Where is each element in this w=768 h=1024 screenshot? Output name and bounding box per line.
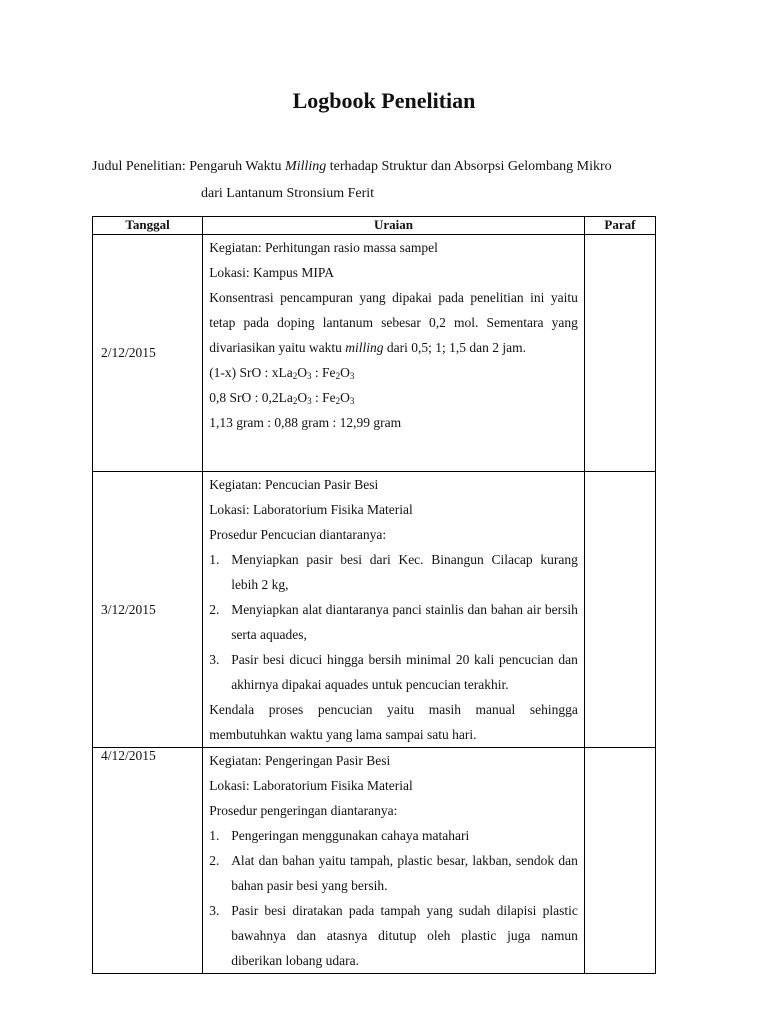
list-number: 2. xyxy=(209,853,220,868)
row-uraian xyxy=(203,472,585,748)
list-item xyxy=(209,597,578,647)
list-number: 2. xyxy=(209,602,220,617)
formula-part: O xyxy=(340,390,350,405)
kegiatan: Kegiatan: Pencucian Pasir Besi xyxy=(209,477,379,492)
formula-part: 0,8 SrO : 0,2La xyxy=(209,390,293,405)
lokasi: Lokasi: Laboratorium Fisika Material xyxy=(209,778,413,793)
formula-part: O xyxy=(297,365,308,380)
table-row xyxy=(93,472,656,748)
description xyxy=(209,285,578,360)
research-title-prefix: Pengaruh Waktu xyxy=(189,159,286,174)
kendala: Kendala proses pencucian yaitu masih manual sehingga membutuhkan waktu yang lama sampai satu hari. xyxy=(209,702,578,742)
header-uraian: Uraian xyxy=(203,217,585,235)
list-item xyxy=(209,898,578,973)
research-title xyxy=(92,153,677,207)
research-title-label: Judul Penelitian: xyxy=(92,159,186,174)
formula-sub: 2 xyxy=(335,371,341,381)
mass-ratio: 1,13 gram : 0,88 gram : 12,99 gram xyxy=(209,415,402,430)
date-text: 4/12/2015 xyxy=(101,748,156,763)
formula-sub: 2 xyxy=(292,396,298,406)
prosedur: Prosedur pengeringan diantaranya: xyxy=(209,803,398,818)
description-text-end: dari 0,5; 1; 1,5 dan 2 jam. xyxy=(383,340,527,355)
row-uraian xyxy=(203,235,585,472)
page-title: Logbook Penelitian xyxy=(292,88,476,113)
list-text: Pengeringan menggunakan cahaya matahari xyxy=(231,828,470,843)
row-date xyxy=(93,748,203,974)
table-row xyxy=(93,748,656,974)
list-item xyxy=(209,848,578,898)
list-text: Alat dan bahan yaitu tampah, plastic besar, lakban, sendok dan bahan pasir besi yang bersih. xyxy=(231,853,578,893)
list-text: Menyiapkan pasir besi dari Kec. Binangun Cilacap kurang lebih 2 kg, xyxy=(231,552,578,592)
formula-part: O xyxy=(340,365,350,380)
lokasi: Lokasi: Laboratorium Fisika Material xyxy=(209,502,413,517)
formula-part: : Fe xyxy=(311,365,336,380)
research-title-line1 xyxy=(92,153,677,180)
row-date xyxy=(93,472,203,748)
header-paraf: Paraf xyxy=(584,217,655,235)
formula-1 xyxy=(209,360,578,385)
row-date xyxy=(93,235,203,472)
prosedur: Prosedur Pencucian diantaranya: xyxy=(209,527,387,542)
table-header-row xyxy=(93,217,656,235)
list-number: 1. xyxy=(209,552,220,567)
kegiatan: Kegiatan: Perhitungan rasio massa sampel xyxy=(209,240,438,255)
formula-part: : Fe xyxy=(311,390,336,405)
list-text: Pasir besi dicuci hingga bersih minimal 20 kali pencucian dan akhirnya dipakai aquades untuk pencucian terakhir. xyxy=(231,652,578,692)
formula-part: O xyxy=(297,390,308,405)
formula-sub: 2 xyxy=(335,396,341,406)
row-paraf xyxy=(584,472,655,748)
description-text: Konsentrasi pencampuran yang dipakai pada penelitian ini yaitu tetap pada doping lantanum sebesar 0,2 mol. Sementara yang divariasikan yaitu waktu xyxy=(209,290,578,355)
formula-part: (1-x) SrO : xLa xyxy=(209,365,293,380)
list-text: Pasir besi diratakan pada tampah yang sudah dilapisi plastic bawahnya dan atasnya ditutup oleh plastic juga namun diberikan lobang udara. xyxy=(231,903,578,968)
formula-sub: 2 xyxy=(292,371,298,381)
formula-sub: 3 xyxy=(307,396,312,406)
lokasi: Lokasi: Kampus MIPA xyxy=(209,265,334,280)
list-text: Menyiapkan alat diantaranya panci stainlis dan bahan air bersih serta aquades, xyxy=(231,602,578,642)
research-title-line2: dari Lantanum Stronsium Ferit xyxy=(201,186,375,201)
research-title-suffix: terhadap Struktur dan Absorpsi Gelombang Mikro xyxy=(326,159,612,174)
description-italic: milling xyxy=(345,340,384,355)
date-text: 3/12/2015 xyxy=(101,601,156,617)
row-paraf xyxy=(584,235,655,472)
header-tanggal: Tanggal xyxy=(93,217,203,235)
list-number: 3. xyxy=(209,903,220,918)
formula-sub: 3 xyxy=(307,371,312,381)
row-paraf xyxy=(584,748,655,974)
list-number: 3. xyxy=(209,652,220,667)
logbook-table xyxy=(92,216,656,974)
research-title-italic: Milling xyxy=(285,159,327,174)
kegiatan: Kegiatan: Pengeringan Pasir Besi xyxy=(209,753,391,768)
table-row xyxy=(93,235,656,472)
list-item xyxy=(209,547,578,597)
formula-sub: 3 xyxy=(349,396,355,406)
list-number: 1. xyxy=(209,828,220,843)
date-text: 2/12/2015 xyxy=(101,345,156,360)
list-item xyxy=(209,823,578,848)
list-item xyxy=(209,647,578,697)
row-uraian xyxy=(203,748,585,974)
formula-sub: 3 xyxy=(349,371,355,381)
formula-2 xyxy=(209,385,578,410)
